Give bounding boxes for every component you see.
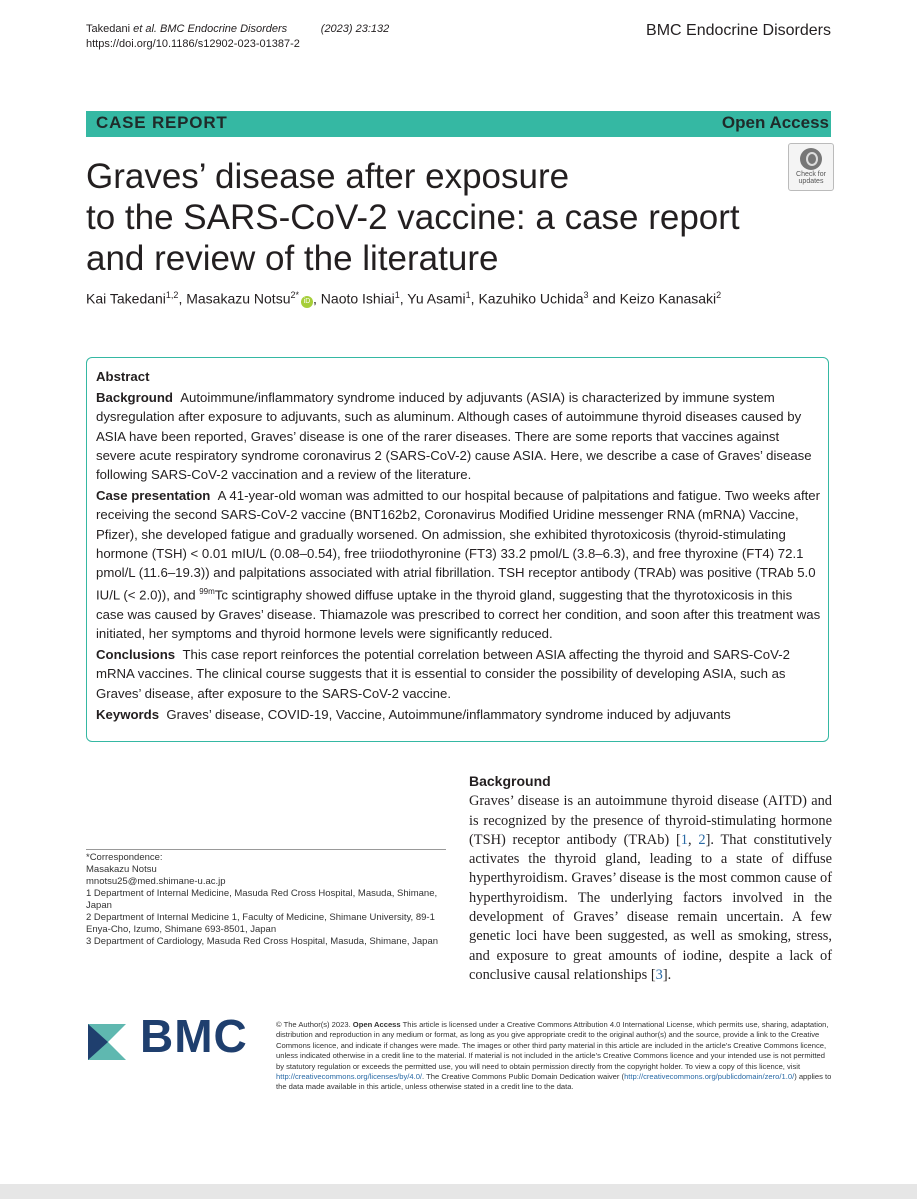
license-body: ) applies to the data made available in this article, unless otherwise stated in a credit line to the data. <box>276 1072 832 1092</box>
section-text: Tc scintigraphy showed diffuse uptake in the thyroid gland, suggesting that the thyrotoxicosis in this case was caused by Graves’ disease. Thiamazole was prescribed to correct her condition, and soon after this treatment was initiated, her symptoms and thyroid hormone levels were significantly reduced. <box>96 587 821 642</box>
check-updates-icon <box>800 148 822 170</box>
section-label: Conclusions <box>96 647 176 663</box>
background-text <box>469 792 832 985</box>
correspondence-block <box>86 852 446 948</box>
isotope-sup: 99m <box>199 587 215 597</box>
section-label: Case presentation <box>96 488 211 504</box>
author: , Naoto Ishiai <box>313 290 395 307</box>
abstract-case <box>96 486 821 643</box>
abstract-box <box>86 357 829 742</box>
body-text: Graves’ disease is an autoimmune thyroid disease (AITD) and is recognized by the presence of thyroid-stimulating hormone (TSH) receptor antibody (TRAb) [ <box>469 793 832 848</box>
title-line-3: and review of the literature <box>86 239 499 278</box>
copyright: © The Author(s) 2023. <box>276 1020 353 1029</box>
section-text: This case report reinforces the potential correlation between ASIA affecting the thyroid and SARS-CoV-2 mRNA vaccines. The clinical course suggests that it is essential to consider the possibility of developing ASIA, such as Graves’ disease, after exposure to the SARS-CoV-2 vaccine. <box>96 647 790 701</box>
title-line-1: Graves’ disease after exposure <box>86 157 570 196</box>
author-affiliation: 1 <box>394 290 400 300</box>
bottom-scroll-bar <box>0 1184 917 1199</box>
doi-link[interactable]: https://doi.org/10.1186/s12902-023-01387-2 <box>86 38 300 50</box>
affiliation: 3 Department of Cardiology, Masuda Red Cross Hospital, Masuda, Shimane, Japan <box>86 936 439 947</box>
title-line-2: to the SARS-CoV-2 vaccine: a case report <box>86 198 740 237</box>
section-text: Graves’ disease, COVID-19, Vaccine, Autoimmune/inflammatory syndrome induced by adjuvants <box>166 706 731 722</box>
license-oa: Open Access <box>352 1020 401 1029</box>
divider <box>86 849 446 850</box>
affiliation: 1 Department of Internal Medicine, Masuda Red Cross Hospital, Masuda, Shimane, Japan <box>86 888 438 911</box>
journal-name: BMC Endocrine Disorders <box>646 22 831 39</box>
license-body: This article is licensed under a Creative Commons Attribution 4.0 International License, which permits use, sharing, adaptation, distribution and reproduction in any medium or format, as long as you give appropriate credit to the original author(s) and the source, provide a link to the Creative Commons licence, and indicate if changes were made. The images or other third party material in this article are included in the article’s Creative Commons licence, unless indicated otherwise in a credit line to the material. If material is not included in the article’s Creative Commons licence and your intended use is not permitted by statutory regulation or exceeds the permitted use, you will need to obtain permission directly from the copyright holder. To view a copy of this licence, visit <box>276 1020 829 1071</box>
section-label: Keywords <box>96 706 160 722</box>
reference-link[interactable]: 3 <box>655 966 663 983</box>
correspondence-label: *Correspondence: <box>86 852 163 863</box>
author: , Masakazu Notsu <box>178 290 291 307</box>
author: Kai Takedani <box>86 290 166 307</box>
background-section <box>469 772 832 985</box>
license-link[interactable]: http://creativecommons.org/licenses/by/4.0/ <box>276 1072 423 1082</box>
bmc-logo-text: BMC <box>140 1010 248 1062</box>
author-list <box>86 290 721 308</box>
author: and Keizo Kanasaki <box>588 290 717 307</box>
license-body: . The Creative Commons Public Domain Dedication waiver ( <box>422 1072 625 1082</box>
citation-year: (2023) 23:132 <box>320 23 390 35</box>
citation-header <box>86 22 389 52</box>
author-affiliation: 2* <box>290 290 300 300</box>
body-text: ]. That constitutively activates the thyroid gland, leading to a state of diffuse hyperthyroidism. Graves’ disease is the most common cause of hyperthyroidism. The underlying factors involved in the development of Graves’ disease remain uncertain. A few genetic loci have been suggested, as well as smoking, stress, and exposure to great amounts of iodine, despite a lack of conclusive causal relationships [ <box>469 831 833 983</box>
author-affiliation: 3 <box>583 290 589 300</box>
citation-authors: Takedani <box>86 23 134 35</box>
reference-link[interactable]: 1 <box>680 831 688 848</box>
correspondence-email[interactable]: mnotsu25@med.shimane-u.ac.jp <box>86 876 226 887</box>
author: , Kazuhiko Uchida <box>470 290 584 307</box>
license-link[interactable]: http://creativecommons.org/publicdomain/zero/1.0/ <box>624 1072 795 1082</box>
correspondence-name: Masakazu Notsu <box>86 864 157 875</box>
abstract-conclusions <box>96 645 821 703</box>
background-heading: Background <box>469 773 551 789</box>
reference-link[interactable]: 2 <box>698 831 706 848</box>
author: , Yu Asami <box>399 290 466 307</box>
author-affiliation: 1,2 <box>165 290 179 300</box>
abstract-keywords <box>96 705 821 724</box>
section-text: Autoimmune/inflammatory syndrome induced by adjuvants (ASIA) is characterized by immune system dysregulation after exposure to adjuvants, such as aluminum. Although cases of autoimmune thyroid diseases caused by ASIA have been reported, Graves’ disease is one of the rarer diseases. There are some reports that vaccines against severe acute respiratory syndrome coronavirus 2 (SARS-CoV-2) cause ASIA. Here, we describe a case of Graves’ disease following SARS-CoV-2 vaccination and a review of the literature. <box>96 390 812 483</box>
case-report-label: CASE REPORT <box>96 113 228 132</box>
author-affiliation: 2 <box>716 290 722 300</box>
abstract-background <box>96 388 821 484</box>
affiliation: 2 Department of Internal Medicine 1, Faculty of Medicine, Shimane University, 89-1 Enya-Cho, Izumo, Shimane 693-8501, Japan <box>86 912 435 935</box>
section-label: Background <box>96 390 173 406</box>
body-text: ]. <box>662 966 672 983</box>
author-affiliation: 1 <box>465 290 471 300</box>
citation-journal: et al. BMC Endocrine Disorders <box>133 23 288 35</box>
body-text: , <box>687 831 699 848</box>
check-updates-text: Check for updates <box>796 171 826 185</box>
article-title <box>86 156 786 279</box>
abstract-heading: Abstract <box>96 369 150 384</box>
check-for-updates-button[interactable] <box>788 143 834 191</box>
open-access-label: Open Access <box>721 113 829 132</box>
section-text: A 41-year-old woman was admitted to our hospital because of palpitations and fatigue. Two weeks after receiving the second SARS-CoV-2 vaccine (BNT162b2, Coronavirus Modified Uridine messenger RNA (mRNA) Vaccine, Pfizer), she developed fatigue and gradually worsened. On admission, she exhibited thyrotoxicosis (thyroid-stimulating hormone (TSH) < 0.01 mIU/L (0.08–0.54), free triiodothyronine (FT3) 33.2 pmol/L (3.8–6.3), and free thyroxine (FT4) 72.1 pmol/L (11.6–19.3)) and palpitations associated with atrial fibrillation. TSH receptor antibody (TRAb) was positive (TRAb 5.0 IU/L (< 2.0)), and <box>96 488 821 603</box>
orcid-icon[interactable]: iD <box>301 296 313 308</box>
license-text <box>276 1020 832 1093</box>
